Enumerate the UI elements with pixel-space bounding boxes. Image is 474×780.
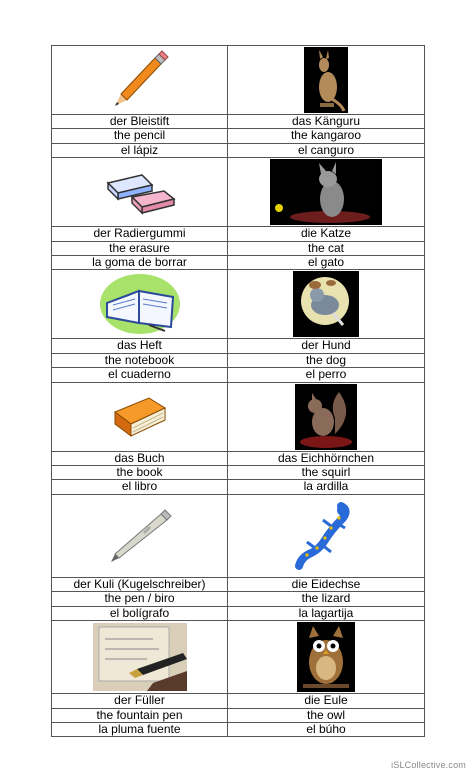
picture-cell <box>52 621 228 694</box>
picture-cell <box>52 382 228 451</box>
german-word: die Eidechse <box>228 577 425 591</box>
dog-icon <box>293 271 359 337</box>
german-word: der Kuli (Kugelschreiber) <box>52 577 228 591</box>
word-row-spanish <box>52 722 425 736</box>
picture-cell <box>228 158 425 227</box>
spanish-word: el canguro <box>228 143 425 157</box>
cat-icon <box>270 159 382 225</box>
eraser-icon <box>102 167 178 217</box>
picture-row <box>52 382 425 451</box>
english-word: the notebook <box>52 353 228 367</box>
word-row-german <box>52 694 425 708</box>
spanish-word: la goma de borrar <box>52 256 228 270</box>
word-row-english <box>52 129 425 143</box>
spanish-word: el cuaderno <box>52 368 228 382</box>
german-word: das Buch <box>52 451 228 465</box>
english-word: the pencil <box>52 129 228 143</box>
squirrel-icon <box>295 384 357 450</box>
word-row-spanish <box>52 480 425 494</box>
owl-icon <box>297 622 355 692</box>
word-row-german <box>52 339 425 353</box>
german-word: das Eichhörnchen <box>228 451 425 465</box>
word-row-spanish <box>52 143 425 157</box>
lizard-icon <box>291 500 361 572</box>
picture-cell <box>52 158 228 227</box>
picture-row <box>52 494 425 577</box>
german-word: das Heft <box>52 339 228 353</box>
picture-cell <box>228 621 425 694</box>
word-row-spanish <box>52 606 425 620</box>
word-row-german <box>52 115 425 129</box>
word-row-english <box>52 241 425 255</box>
word-row-english <box>52 592 425 606</box>
picture-cell <box>52 494 228 577</box>
spanish-word: la ardilla <box>228 480 425 494</box>
spanish-word: el libro <box>52 480 228 494</box>
german-word: der Füller <box>52 694 228 708</box>
word-row-english <box>52 466 425 480</box>
picture-row <box>52 158 425 227</box>
spanish-word: el bolígrafo <box>52 606 228 620</box>
english-word: the squirl <box>228 466 425 480</box>
pen-icon <box>105 506 175 566</box>
picture-cell <box>228 494 425 577</box>
english-word: the lizard <box>228 592 425 606</box>
english-word: the kangaroo <box>228 129 425 143</box>
picture-cell <box>228 46 425 115</box>
picture-cell <box>52 46 228 115</box>
vocabulary-worksheet <box>51 45 424 737</box>
picture-cell <box>52 270 228 339</box>
english-word: the erasure <box>52 241 228 255</box>
word-row-german <box>52 451 425 465</box>
word-row-english <box>52 708 425 722</box>
spanish-word: el búho <box>228 722 425 736</box>
german-word: die Katze <box>228 227 425 241</box>
german-word: der Hund <box>228 339 425 353</box>
word-row-spanish <box>52 368 425 382</box>
kangaroo-icon <box>304 47 348 113</box>
spanish-word: el lápiz <box>52 143 228 157</box>
english-word: the book <box>52 466 228 480</box>
notebook-icon <box>99 273 181 335</box>
spanish-word: la lagartija <box>228 606 425 620</box>
site-watermark: iSLCollective.com <box>391 760 466 770</box>
pencil-icon <box>105 50 175 110</box>
word-row-german <box>52 227 425 241</box>
book-icon <box>109 392 171 442</box>
picture-row <box>52 621 425 694</box>
word-row-german <box>52 577 425 591</box>
german-word: der Radiergummi <box>52 227 228 241</box>
picture-row <box>52 46 425 115</box>
english-word: the pen / biro <box>52 592 228 606</box>
english-word: the owl <box>228 708 425 722</box>
spanish-word: el perro <box>228 368 425 382</box>
fountain-pen-icon <box>93 623 187 691</box>
german-word: der Bleistift <box>52 115 228 129</box>
spanish-word: la pluma fuente <box>52 722 228 736</box>
picture-row <box>52 270 425 339</box>
english-word: the dog <box>228 353 425 367</box>
german-word: das Känguru <box>228 115 425 129</box>
word-row-english <box>52 353 425 367</box>
picture-cell <box>228 382 425 451</box>
spanish-word: el gato <box>228 256 425 270</box>
picture-cell <box>228 270 425 339</box>
english-word: the cat <box>228 241 425 255</box>
word-row-spanish <box>52 256 425 270</box>
vocabulary-table <box>51 45 425 737</box>
german-word: die Eule <box>228 694 425 708</box>
english-word: the fountain pen <box>52 708 228 722</box>
